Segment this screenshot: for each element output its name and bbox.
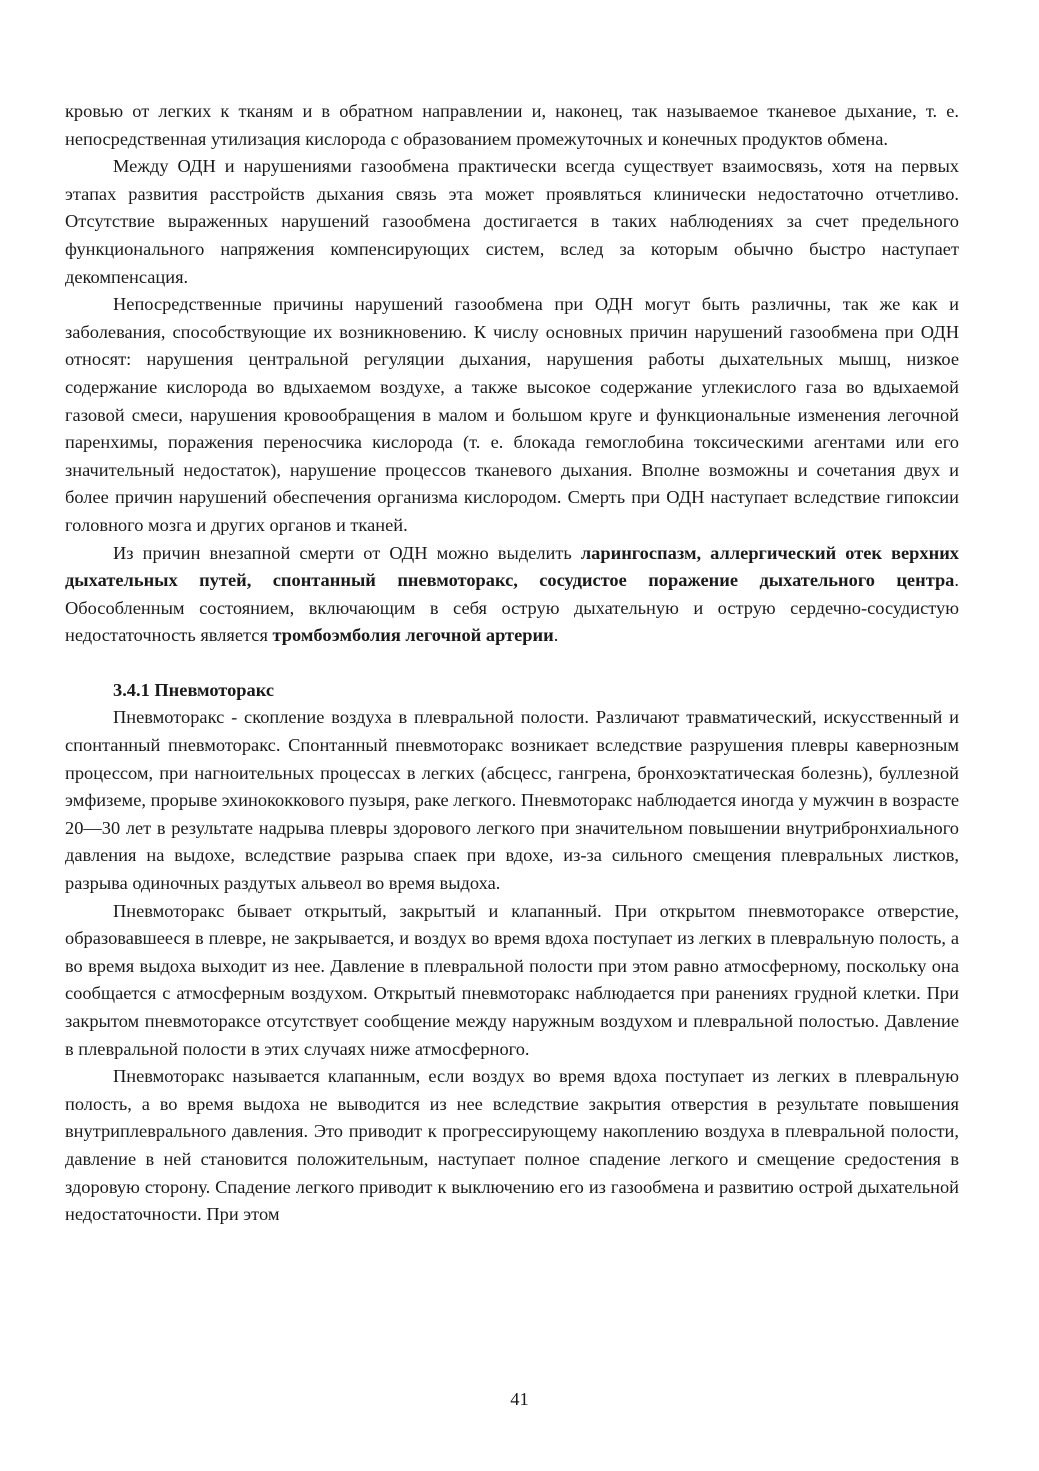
paragraph-pneumothorax-types xyxy=(65,898,959,1064)
text-run: . Обособленным состоянием, включающим в себя острую дыхательную и острую сердечно-сосудистую недостаточность является xyxy=(65,570,959,646)
text-run: кровью от легких к тканям и в обратном направлении и, наконец, так называемое тканевое дыхание, т. е. непосредственная утилизация кислорода с образованием промежуточных и конечных продуктов обмена. xyxy=(65,101,959,149)
paragraph-gas-exchange xyxy=(65,153,959,291)
paragraph-causes xyxy=(65,291,959,539)
text-run: Непосредственные причины нарушений газообмена при ОДН могут быть различны, так же как и заболевания, способствующие их возникновению. К числу основных причин нарушений газообмена при ОДН относят: нарушения центральной регуляции дыхания, нарушения работы дыхательных мышц, низкое содержание кислорода во вдыхаемом воздухе, а также высокое содержание углекислого газа во вдыхаемой газовой смеси, нарушения кровообращения в малом и большом круге и функциональные изменения легочной паренхимы, поражения переносчика кислорода (т. е. блокада гемоглобина токсическими агентами или его значительный недостаток), нарушение процессов тканевого дыхания. Вполне возможны и сочетания двух и более причин нарушений обеспечения организма кислородом. Смерть при ОДН наступает вследствие гипоксии головного мозга и других органов и тканей. xyxy=(65,294,959,535)
page-body xyxy=(65,98,959,1229)
text-run: Пневмоторакс - скопление воздуха в плевральной полости. Различают травматический, искусственный и спонтанный пневмоторакс. Спонтанный пневмоторакс возникает вследствие разрушения плевры кавернозным процессом, при нагноительных процессах в легких (абсцесс, гангрена, бронхоэктатическая болезнь), буллезной эмфиземе, прорыве эхинококкового пузыря, раке легкого. Пневмоторакс наблюдается иногда у мужчин в возрасте 20—30 лет в результате надрыва плевры здорового легкого при значительном повышении внутрибронхиального давления на выдохе, вследствие разрыва спаек при вдохе, из-за сильного смещения плевральных листков, разрыва одиночных раздутых альвеол во время выдоха. xyxy=(65,707,959,894)
paragraph-pneumothorax-definition xyxy=(65,704,959,897)
text-run: Между ОДН и нарушениями газообмена практически всегда существует взаимосвязь, хотя на первых этапах развития расстройств дыхания связь эта может проявляться клинически недостаточно отчетливо. Отсутствие выраженных нарушений газообмена достигается в таких наблюдениях за счет предельного функционального напряжения компенсирующих систем, вслед за которым обычно быстро наступает декомпенсация. xyxy=(65,156,959,287)
paragraph-sudden-death xyxy=(65,540,959,650)
text-run: Пневмоторакс бывает открытый, закрытый и клапанный. При открытом пневмотораксе отверстие, образовавшееся в плевре, не закрывается, и воздух во время вдоха поступает из легких в плевральную полость, а во время выдоха выходит из нее. Давление в плевральной полости при этом равно атмосферному, поскольку она сообщается с атмосферным воздухом. Открытый пневмоторакс наблюдается при ранениях грудной клетки. При закрытом пневмотораксе отсутствует сообщение между наружным воздухом и плевральной полостью. Давление в плевральной полости в этих случаях ниже атмосферного. xyxy=(65,900,959,1059)
text-run: . xyxy=(553,625,559,646)
text-run: Пневмоторакс называется клапанным, если воздух во время вдоха поступает из легких в плевральную полость, а во время выдоха не выводится из нее вследствие закрытия отверстия в результате повышения внутриплеврального давления. Это приводит к прогрессирующему накоплению воздуха в плевральной полости, давление в ней становится положительным, наступает полное спадение легкого и смещение средостения в здоровую сторону. Спадение легкого приводит к выключению его из газообмена и развитию острой дыхательной недостаточности. При этом xyxy=(65,1066,959,1225)
section-heading: 3.4.1 Пневмоторакс xyxy=(113,679,275,700)
bold-term-list: ларингоспазм, аллергический отек верхних дыхательных путей, спонтанный пневмоторакс, сосудистое поражение дыхательного центра xyxy=(65,542,959,591)
bold-term-embolism: тромбоэмболия легочной артерии xyxy=(272,625,554,646)
text-run: Из причин внезапной смерти от ОДН можно выделить xyxy=(113,542,581,563)
paragraph-continuation xyxy=(65,98,959,153)
paragraph-valve-pneumothorax xyxy=(65,1063,959,1229)
page-number: 41 xyxy=(510,1389,529,1409)
